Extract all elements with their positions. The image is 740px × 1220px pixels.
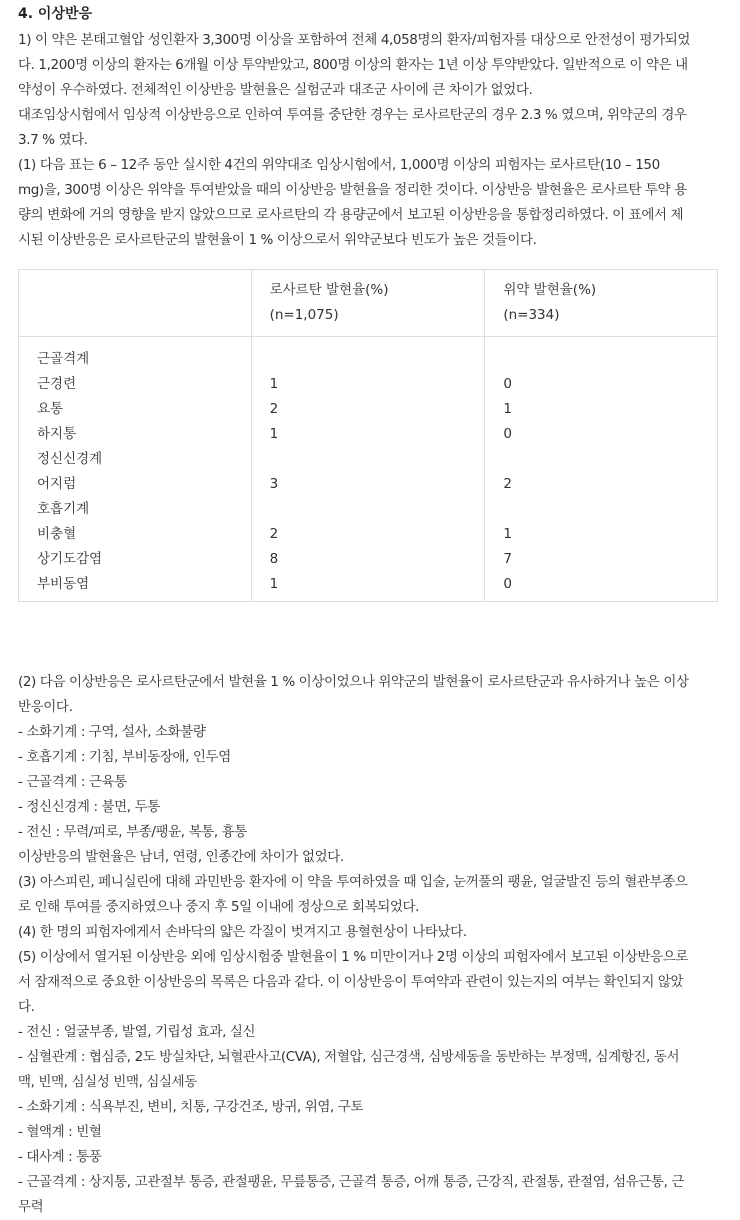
- text-line: (5) 이상에서 열거된 이상반응 외에 임상시험중 발현율이 1 % 미만이거나 2명 이상의 피험자에서 보고된 이상반응으로: [18, 949, 689, 965]
- text-line: - 심혈관계 : 협심증, 2도 방실차단, 뇌혈관사고(CVA), 저혈압, 심근경색, 심방세동을 동반하는 부정맥, 심계항진, 동서: [18, 1049, 680, 1065]
- losartan-value: [270, 447, 467, 472]
- row-label: 상기도감염: [37, 551, 103, 567]
- intro-text: [18, 28, 722, 253]
- placebo-value: [503, 447, 699, 472]
- after-text: [18, 670, 722, 1220]
- text-line: 반응이다.: [18, 699, 73, 715]
- text-line: 시된 이상반응은 로사르탄군의 발현율이 1 % 이상으로서 위약군보다 빈도가 높은 것들이다.: [18, 232, 537, 248]
- losartan-value: 1: [269, 576, 279, 592]
- text-line: - 전신 : 얼굴부종, 발열, 기립성 효과, 실신: [18, 1024, 256, 1040]
- text-line: 3.7 % 였다.: [18, 132, 88, 148]
- losartan-value: 1: [269, 426, 279, 442]
- placebo-value: 7: [503, 551, 512, 567]
- adverse-events-table: [18, 269, 718, 602]
- text-line: 량의 변화에 거의 영향을 받지 않았으므로 로사르탄의 각 용량군에서 보고된 이상반응을 통합정리하였다. 이 표에서 제: [18, 207, 684, 223]
- text-line: (3) 아스피린, 페니실린에 대해 과민반응 환자에 이 약을 투여하였을 때 입술, 눈꺼풀의 팽윤, 얼굴발진 등의 혈관부종으: [18, 874, 688, 890]
- placebo-value: 0: [503, 376, 512, 392]
- table-body-row: [19, 337, 718, 602]
- text-line: 맥, 빈맥, 심실성 빈맥, 심실세동: [18, 1074, 197, 1090]
- spacer: [18, 602, 722, 670]
- losartan-value: 1: [269, 376, 279, 392]
- adverse-events-table-wrap: [18, 269, 722, 602]
- row-label: 어지럼: [37, 476, 77, 492]
- text-line: - 대사계 : 통풍: [18, 1149, 102, 1165]
- row-label: 부비동염: [37, 576, 90, 592]
- text-line: 로 인해 투여를 중지하였으나 중지 후 5일 이내에 정상으로 회복되었다.: [18, 899, 420, 915]
- header-losartan-n: (n=1,075): [269, 307, 339, 323]
- header-losartan: [251, 270, 485, 337]
- placebo-value: [503, 347, 699, 372]
- row-label: 하지통: [37, 426, 77, 442]
- text-line: - 전신 : 무력/피로, 부종/팽윤, 복통, 흉통: [18, 824, 247, 840]
- row-label: 비충혈: [37, 526, 77, 542]
- header-placebo-n: (n=334): [503, 307, 560, 323]
- row-label: 근골격계: [37, 351, 90, 367]
- placebo-value: 1: [503, 401, 512, 417]
- section-heading: 4. 이상반응: [18, 6, 93, 22]
- placebo-value: [503, 497, 699, 522]
- losartan-value: 2: [269, 401, 279, 417]
- text-line: 이상반응의 발현율은 남녀, 연령, 인종간에 차이가 없었다.: [18, 849, 344, 865]
- text-line: 대조임상시험에서 임상적 이상반응으로 인하여 투여를 중단한 경우는 로사르탄군의 경우 2.3 % 였으며, 위약군의 경우: [18, 107, 687, 123]
- placebo-value: 0: [503, 426, 512, 442]
- text-line: - 근골격계 : 근육통: [18, 774, 127, 790]
- placebo-value: 1: [503, 526, 512, 542]
- row-label: 정신신경계: [37, 451, 103, 467]
- text-line: - 호흡기계 : 기침, 부비동장애, 인두염: [18, 749, 231, 765]
- placebo-value: 2: [503, 476, 512, 492]
- text-line: 1) 이 약은 본태고혈압 성인환자 3,300명 이상을 포함하여 전체 4,058명의 환자/피험자를 대상으로 안전성이 평가되었: [18, 32, 691, 48]
- row-label: 호흡기계: [37, 501, 90, 517]
- losartan-value: 8: [269, 551, 279, 567]
- losartan-value: [270, 347, 467, 372]
- table-header-row: [19, 270, 718, 337]
- text-line: 다.: [18, 999, 35, 1015]
- placebo-value: 0: [503, 576, 512, 592]
- row-label: 근경련: [37, 376, 77, 392]
- text-line: - 소화기계 : 구역, 설사, 소화불량: [18, 724, 206, 740]
- text-line: mg)을, 300명 이상은 위약을 투여받았을 때의 이상반응 발현율을 정리한 것이다. 이상반응 발현율은 로사르탄 투약 용: [18, 182, 687, 198]
- text-line: - 소화기계 : 식욕부진, 변비, 치통, 구강건조, 방귀, 위염, 구토: [18, 1099, 364, 1115]
- text-line: - 근골격계 : 상지통, 고관절부 통증, 관절팽윤, 무릎통증, 근골격 통증, 어깨 통증, 근강직, 관절통, 관절염, 섬유근통, 근: [18, 1174, 684, 1190]
- text-line: 서 잠재적으로 중요한 이상반응의 목록은 다음과 같다. 이 이상반응이 투여약과 관련이 있는지의 여부는 확인되지 않았: [18, 974, 684, 990]
- header-losartan-title: 로사르탄 발현율(%): [269, 282, 389, 298]
- header-placebo: [485, 270, 718, 337]
- header-placebo-title: 위약 발현율(%): [503, 282, 597, 298]
- losartan-value: 2: [269, 526, 279, 542]
- text-line: (4) 한 명의 피험자에게서 손바닥의 얇은 각질이 벗겨지고 용혈현상이 나타났다.: [18, 924, 467, 940]
- losartan-value: 3: [269, 476, 279, 492]
- losartan-value: [270, 497, 467, 522]
- text-line: 다. 1,200명 이상의 환자는 6개월 이상 투약받았고, 800명 이상의 환자는 1년 이상 투약받았다. 일반적으로 이 약은 내: [18, 57, 688, 73]
- text-line: (2) 다음 이상반응은 로사르탄군에서 발현율 1 % 이상이었으나 위약군의 발현율이 로사르탄군과 유사하거나 높은 이상: [18, 674, 689, 690]
- text-line: - 혈액계 : 빈혈: [18, 1124, 102, 1140]
- row-label: 요통: [37, 401, 64, 417]
- losartan-column: [251, 337, 485, 602]
- category-column: [19, 337, 252, 602]
- text-line: (1) 다음 표는 6 – 12주 동안 실시한 4건의 위약대조 임상시험에서, 1,000명 이상의 피험자는 로사르탄(10 – 150: [18, 157, 660, 173]
- text-line: 약성이 우수하였다. 전체적인 이상반응 발현율은 실험군과 대조군 사이에 큰 차이가 없었다.: [18, 82, 533, 98]
- header-category: [19, 270, 252, 337]
- text-line: 무력: [18, 1199, 44, 1215]
- placebo-column: [485, 337, 718, 602]
- text-line: - 정신신경계 : 불면, 두통: [18, 799, 160, 815]
